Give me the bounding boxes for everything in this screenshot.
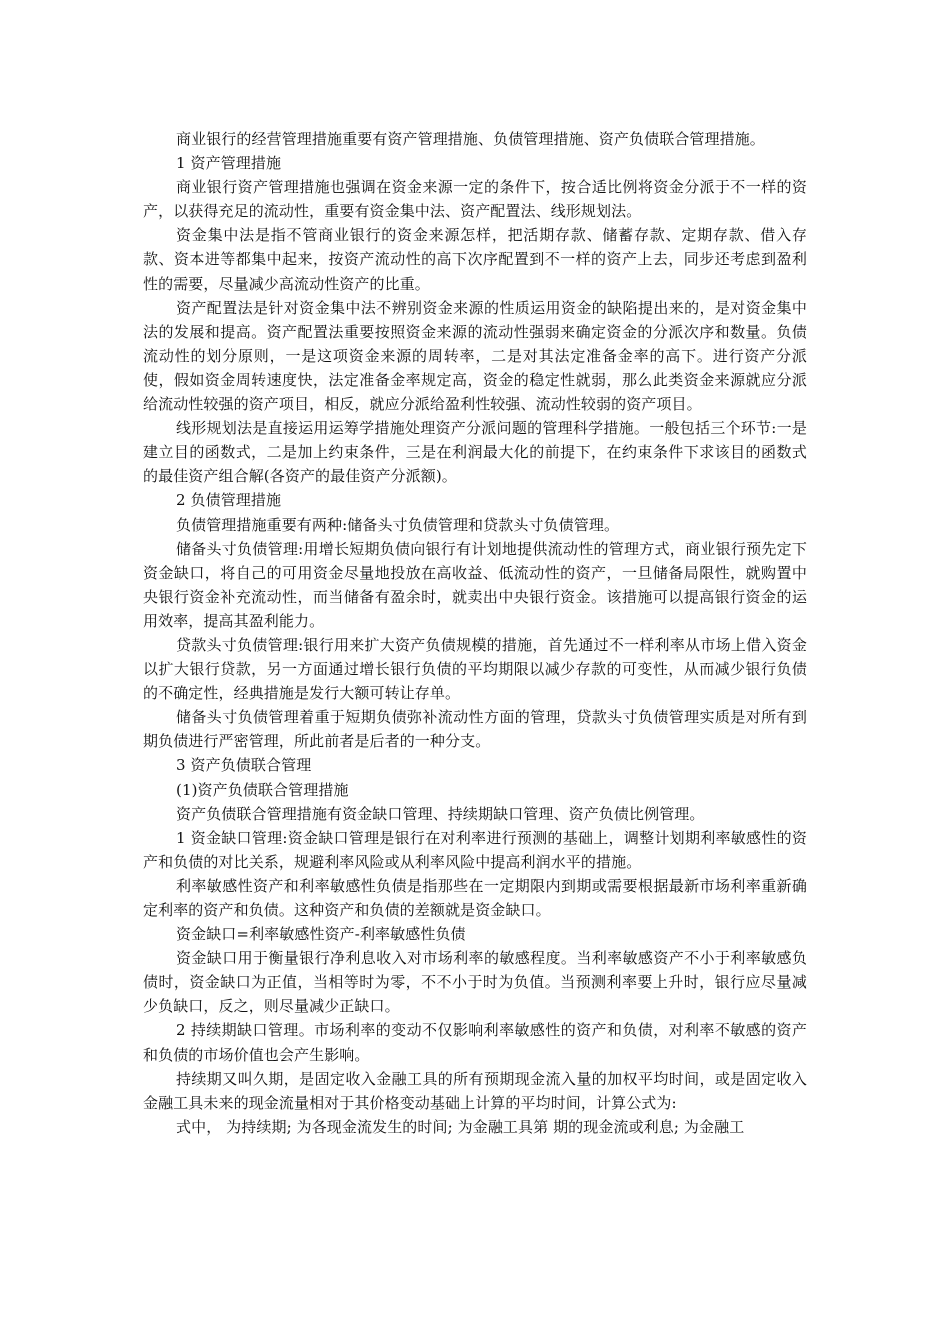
document-body	[143, 127, 807, 1139]
paragraph-duration-definition: 持续期又叫久期，是固定收入金融工具的所有预期现金流入量的加权平均时间，或是固定收入金融工具未来的现金流量相对于其价格变动基础上计算的平均时间，计算公式为:	[143, 1069, 807, 1112]
paragraph-reserve-position: 储备头寸负债管理:用增长短期负债向银行有计划地提供流动性的管理方式，商业银行预先定下资金缺口，将自己的可用资金尽量地投放在高收益、低流动性的资产，一旦储备局限性，就购置中央银行资金补充流动性，而当储备有盈余时，就卖出中央银行资金。该措施可以提高银行资金的运用效率，提高其盈利能力。	[143, 539, 807, 630]
paragraph-formula-variables: 式中， 为持续期; 为各现金流发生的时间; 为金融工具第 期的现金流或利息; 为金融工	[176, 1117, 745, 1136]
paragraph-rate-sensitive: 利率敏感性资产和利率敏感性负债是指那些在一定期限内到期或需要根据最新市场利率重新确定利率的资产和负债。这种资产和负债的差额就是资金缺口。	[143, 876, 807, 919]
paragraph-loan-position: 贷款头寸负债管理:银行用来扩大资产负债规模的措施，首先通过不一样利率从市场上借入资金以扩大银行贷款，另一方面通过增长银行负债的平均期限以减少存款的可变性，从而减少银行负债的不确定性，经典措施是发行大额可转让存单。	[143, 635, 807, 703]
heading-asset-management: 1 资产管理措施	[176, 154, 282, 173]
paragraph-comparison: 储备头寸负债管理着重于短期负债弥补流动性方面的管理，贷款头寸负债管理实质是对所有到期负债进行严密管理，所此前者是后者的一种分支。	[143, 708, 807, 751]
formula-funding-gap: 资金缺口=利率敏感性资产-利率敏感性负债	[176, 925, 466, 944]
heading-joint-management: 3 资产负债联合管理	[176, 756, 312, 775]
paragraph-asset-allocation: 资产配置法是针对资金集中法不辨别资金来源的性质运用资金的缺陷提出来的，是对资金集中法的发展和提高。资产配置法重要按照资金来源的流动性强弱来确定资金的分派次序和数量。负债流动性的划分原则，一是这项资金来源的周转率，二是对其法定准备金率的高下。进行资产分派使，假如资金周转速度快，法定准备金率规定高，资金的稳定性就弱，那么此类资金来源就应分派给流动性较强的资产项目，相反，就应分派给盈利性较强、流动性较弱的资产项目。	[143, 298, 807, 414]
paragraph-gap-meaning: 资金缺口用于衡量银行净利息收入对市场利率的敏感程度。当利率敏感资产不小于利率敏感负债时，资金缺口为正值，当相等时为零，不不小于时为负值。当预测利率要上升时，银行应尽量减少负缺口，反之，则尽量减少正缺口。	[143, 949, 807, 1016]
subheading-joint-methods: (1)资产负债联合管理措施	[176, 780, 349, 799]
paragraph-asset-management: 商业银行资产管理措施也强调在资金来源一定的条件下，按合适比例将资金分派于不一样的资产，以获得充足的流动性，重要有资金集中法、资产配置法、线形规划法。	[143, 178, 807, 221]
paragraph-liability-types: 负债管理措施重要有两种:储备头寸负债管理和贷款头寸负债管理。	[176, 515, 620, 534]
paragraph-joint-methods: 资产负债联合管理措施有资金缺口管理、持续期缺口管理、资产负债比例管理。	[176, 804, 705, 823]
paragraph-linear-programming: 线形规划法是直接运用运筹学措施处理资产分派问题的管理科学措施。一般包括三个环节:一是建立目的函数式，二是加上约束条件，三是在利润最大化的前提下，在约束条件下求该目的函数式的最佳资产组合解(各资产的最佳资产分派额)。	[143, 419, 807, 486]
paragraph-intro: 商业银行的经营管理措施重要有资产管理措施、负债管理措施、资产负债联合管理措施。	[176, 130, 765, 148]
paragraph-fund-pooling: 资金集中法是指不管商业银行的资金来源怎样，把活期存款、储蓄存款、定期存款、借入存款、资本进等都集中起来，按资产流动性的高下次序配置到不一样的资产上去，同步还考虑到盈利性的需要，尽量减少高流动性资产的比重。	[143, 226, 807, 293]
paragraph-duration-gap: 2 持续期缺口管理。市场利率的变动不仅影响利率敏感性的资产和负债，对利率不敏感的资产和负债的市场价值也会产生影响。	[143, 1021, 807, 1064]
heading-liability-management: 2 负债管理措施	[176, 491, 282, 510]
paragraph-gap-management: 1 资金缺口管理:资金缺口管理是银行在对利率进行预测的基础上，调整计划期利率敏感性的资产和负债的对比关系，规避利率风险或从利率风险中提高利润水平的措施。	[143, 828, 807, 871]
